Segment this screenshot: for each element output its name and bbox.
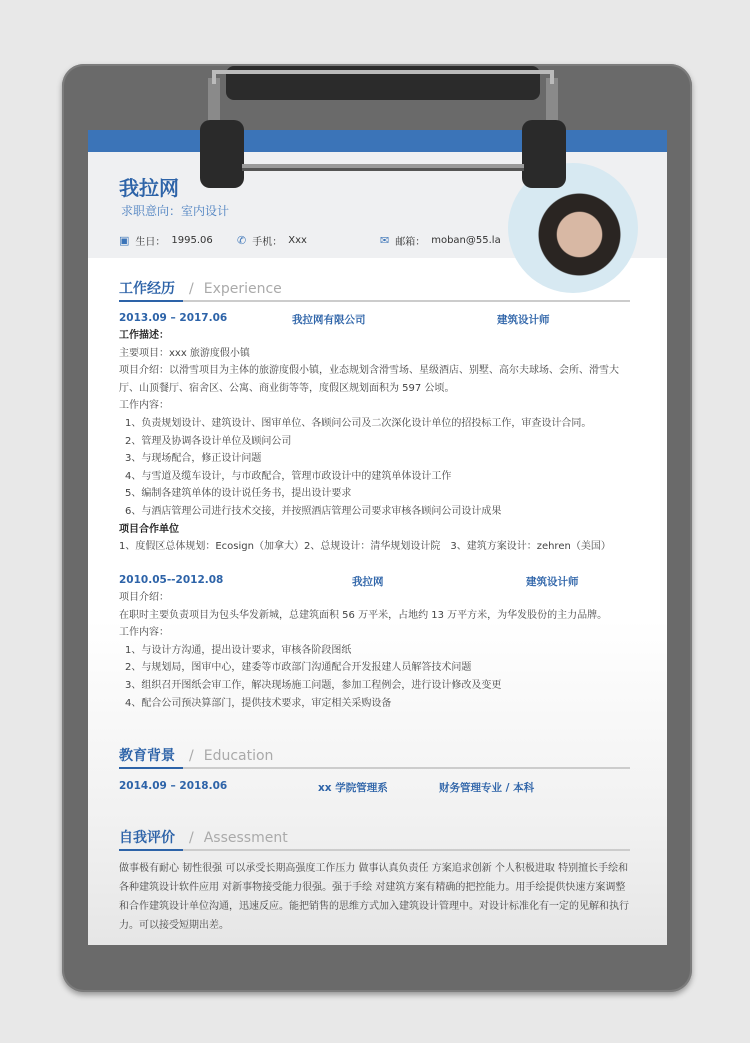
- job-role: 建筑设计师: [526, 576, 579, 588]
- section-experience: 工作经历 / Experience: [119, 278, 630, 302]
- section-subtitle: Experience: [203, 281, 282, 297]
- job-detail-line: 4、与雪道及缆车设计，与市政配合，管理市政设计中的建筑单体设计工作: [125, 470, 452, 482]
- job-detail-line: 3、组织召开图纸会审工作，解决现场施工问题，参加工程例会，进行设计修改及变更: [125, 679, 502, 691]
- phone-icon: ✆: [237, 234, 247, 247]
- job-detail-line: 2、管理及协调各设计单位及顾问公司: [125, 435, 292, 447]
- section-assessment: 自我评价 / Assessment: [119, 827, 630, 851]
- job-detail-line: 主要项目：xxx 旅游度假小镇: [119, 347, 250, 359]
- section-title: 自我评价: [119, 830, 175, 846]
- education-row: [119, 780, 630, 796]
- mail-icon: ✉: [380, 234, 390, 247]
- education-school: xx 学院管理系: [318, 782, 388, 794]
- job-role: 建筑设计师: [497, 314, 550, 326]
- education-major: 财务管理专业 / 本科: [439, 782, 535, 794]
- job-row: [119, 574, 630, 590]
- birthday-label: 生日：: [135, 237, 166, 248]
- phone-value: Xxx: [288, 235, 307, 246]
- job-detail-line: 2、与规划局，图审中心，建委等市政部门沟通配合开发报建人员解答技术问题: [125, 662, 472, 674]
- job-date: 2013.09 – 2017.06: [119, 312, 228, 324]
- job-detail-line: 工作内容：: [119, 627, 169, 639]
- job-detail-line: 1、负责规划设计、建筑设计、图审单位、各顾问公司及二次深化设计单位的招投标工作，审查设计合同。: [125, 417, 592, 429]
- job-detail-line: 项目介绍：: [119, 592, 169, 603]
- job-details: [119, 327, 634, 556]
- job-company: 我拉网有限公司: [292, 314, 366, 326]
- email: [380, 233, 501, 248]
- job-detail-line: 项目合作单位: [119, 523, 179, 535]
- assessment-text: 做事极有耐心 韧性很强 可以承受长期高强度工作压力 做事认真负责任 方案追求创新 个人积极进取 特别擅长手绘和各种建筑设计软件应用 对新事物接受能力很强。强于手绘 对建筑方案有精确的把控能力。用手绘提供快速方案调整和合作建筑设计单位沟通，迅速反应。能把销售的思维方式加入建筑设计管理中。对设计标准化有一定的见解和执行力。可以接受短期出差。: [119, 863, 629, 931]
- birthday-value: 1995.06: [171, 235, 213, 246]
- birthday: [119, 233, 213, 248]
- job-detail-line: 工作描述：: [119, 330, 169, 341]
- phone-label: 手机：: [252, 237, 283, 248]
- resume-paper: [88, 130, 667, 945]
- section-title: 工作经历: [119, 281, 175, 297]
- job-detail-line: 1、度假区总体规划：Ecosign（加拿大）2、总规设计：清华规划设计院 3、建筑方案设计：zehren（美国）: [119, 541, 611, 553]
- email-value: moban@55.la: [431, 235, 501, 246]
- job-detail-line: 6、与酒店管理公司进行技术交接，并按照酒店管理公司要求审核各顾问公司设计成果: [125, 505, 502, 517]
- job-detail-line: 工作内容：: [119, 400, 169, 412]
- education-date: 2014.09 – 2018.06: [119, 780, 228, 792]
- job-intent: 求职意向：室内设计: [121, 204, 230, 218]
- section-subtitle: Education: [203, 748, 274, 764]
- job-row: [119, 312, 630, 328]
- phone: [237, 233, 307, 248]
- job-details: [119, 589, 634, 712]
- email-label: 邮箱：: [395, 237, 426, 248]
- section-education: 教育背景 / Education: [119, 745, 630, 769]
- job-detail-line: 5、编制各建筑单体的设计说任务书，提出设计要求: [125, 488, 352, 500]
- job-detail-line: 项目介绍：以滑雪项目为主体的旅游度假小镇，业态规划含滑雪场、星级酒店、别墅、高尔夫球场、会所、滑雪大厅、山顶餐厅、宿舍区、公寓、商业街等等，度假区规划面积为 597 公顷。: [119, 365, 619, 394]
- job-company: 我拉网: [352, 576, 384, 588]
- calendar-icon: ▣: [119, 234, 130, 247]
- job-detail-line: 在职时主要负责项目为包头华发新城，总建筑面积 56 万平米，占地约 13 万平方米，为华发股份的主力品牌。: [119, 609, 608, 621]
- job-detail-line: 4、配合公司预决算部门，提供技术要求，审定相关采购设备: [125, 697, 392, 709]
- job-detail-line: 3、与现场配合，修正设计问题: [125, 453, 262, 465]
- section-title: 教育背景: [119, 748, 175, 764]
- candidate-name: 我拉网: [119, 176, 179, 200]
- job-detail-line: 1、与设计方沟通，提出设计要求，审核各阶段图纸: [125, 644, 352, 656]
- clipboard-clip: [198, 64, 568, 192]
- job-date: 2010.05--2012.08: [119, 574, 224, 586]
- section-subtitle: Assessment: [203, 830, 288, 846]
